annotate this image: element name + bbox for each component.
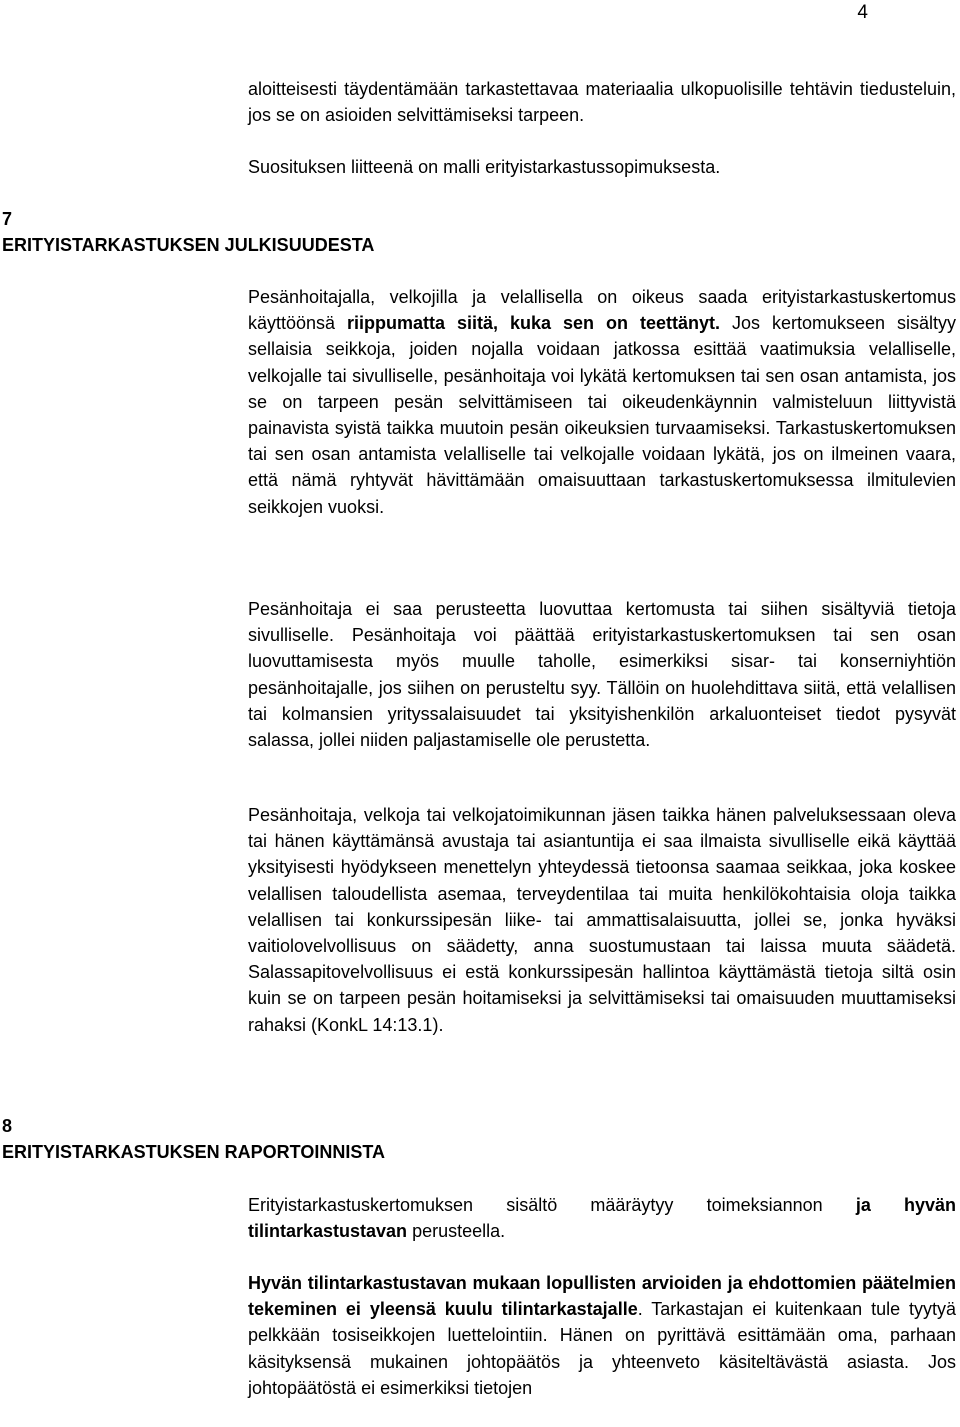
section-7-p1-rest: Jos kertomukseen sisältyy sellaisia seikkoja, joiden nojalla voidaan jatkossa esittää vaatimuksia velalliselle, velkojalle tai sivulliselle, pesänhoitaja voi lykätä kertomuksen tai sen osan antamista, jos se on tarpeen pesän selvittämiseen tai oikeudenkäynnin valmisteluun liittyvistä painavista syistä taikka muutoin pesän oikeuksien turvaamiseksi. Tarkastuskertomuksen tai sen osan antamista velalliselle tai velkojalle voidaan lykätä, jos on ilmeinen vaara, että nämä ryhtyvät hävittämään omaisuuttaan tarkastuskertomuksessa ilmitulevien seikkojen vuoksi. [248, 313, 956, 517]
section-8-title: ERITYISTARKASTUKSEN RAPORTOINNISTA [2, 1142, 386, 1162]
section-8-number: 8 [2, 1116, 13, 1136]
intro-paragraph-1: aloitteisesti täydentämään tarkastettavaa materiaalia ulkopuolisille tehtävin tiedusteluin, jos se on asioiden selvittämiseksi tarpeen. [248, 79, 956, 126]
section-8-heading [2, 1113, 602, 1165]
intro-paragraph-2: Suosituksen liitteenä on malli erityistarkastussopimuksesta. [248, 157, 721, 177]
section-8-p2-rest: . Tarkastajan ei kuitenkaan tule tyytyä pelkkään tosiseikkojen luettelointiin. Hänen on pyrittävä esittämään oma, parhaan käsityksensä mukainen johtopäätös ja yhteenveto käsiteltävästä asiasta. Jos johtopäätöstä ei esimerkiksi tietojen [248, 1299, 956, 1398]
section-7-title: ERITYISTARKASTUKSEN JULKISUUDESTA [2, 235, 375, 255]
section-7-paragraph-3: Pesänhoitaja, velkoja tai velkojatoimikunnan jäsen taikka hänen palveluksessaan oleva tai hänen käyttämänsä avustaja tai asiantuntija ei saa ilmaista sivulliselle eikä käyttää yksityisesti hyödykseen menettelyn yhteydessä tietoonsa saamaa seikkaa, joka koskee velallisen taloudellista asemaa, terveydentilaa tai muita henkilökohtaisia oloja taikka velallisen tai konkurssipesän liike- tai ammattisalaisuutta, jollei se, jonka hyväksi vaitiolovelvollisuus on säädetty, anna suostumustaan tai laissa muuta säädetä. Salassapitovelvollisuus ei estä konkurssipesän hallintoa käyttämästä tietoja siltä osin kuin se on tarpeen pesän hoitamiseksi ja selvittämiseksi tai omaisuuden muuttamiseksi rahaksi (KonkL 14:13.1). [248, 805, 956, 1035]
section-8-p1-end: perusteella. [407, 1221, 506, 1242]
section-7-p1-bold: riippumatta siitä, kuka sen on teettänyt. [347, 313, 720, 334]
section-8-p1-bold: ja hyvän tilintarkastustavan [248, 1195, 957, 1242]
section-7-paragraph-2: Pesänhoitaja ei saa perusteetta luovuttaa kertomusta tai siihen sisältyviä tietoja sivulliselle. Pesänhoitaja voi päättää erityistarkastuskertomuksen tai sen osan luovuttamisesta myös muulle taholle, esimerkiksi sisar- tai konserniyhtiön pesänhoitajalle, jos siihen on perusteltu syy. Tällöin on huolehdittava siitä, että velallisen tai kolmansien yrityssalaisuudet tai yksityishenkilön arkaluonteiset tiedot pysyvät salassa, jollei niiden paljastamiselle ole perustetta. [248, 599, 956, 751]
section-8-p1-start: Erityistarkastuskertomuksen sisältö määräytyy toimeksiannon [248, 1195, 856, 1215]
section-8-paragraph-1 [248, 1192, 956, 1244]
section-7-p1-start: Pesänhoitajalla, velkojilla ja velallisella on oikeus saada erityistarkastuskertomus käyttöönsä [248, 287, 956, 334]
section-8-paragraph-2 [248, 1270, 956, 1401]
section-8-p2-bold: Hyvän tilintarkastustavan mukaan lopullisten arvioiden ja ehdottomien päätelmien tekeminen ei yleensä kuulu tilintarkastajalle [248, 1273, 956, 1320]
page-number: 4 [857, 2, 868, 23]
section-7-paragraph-1 [248, 284, 956, 520]
section-7-number: 7 [2, 209, 13, 229]
section-7-heading [2, 206, 602, 258]
